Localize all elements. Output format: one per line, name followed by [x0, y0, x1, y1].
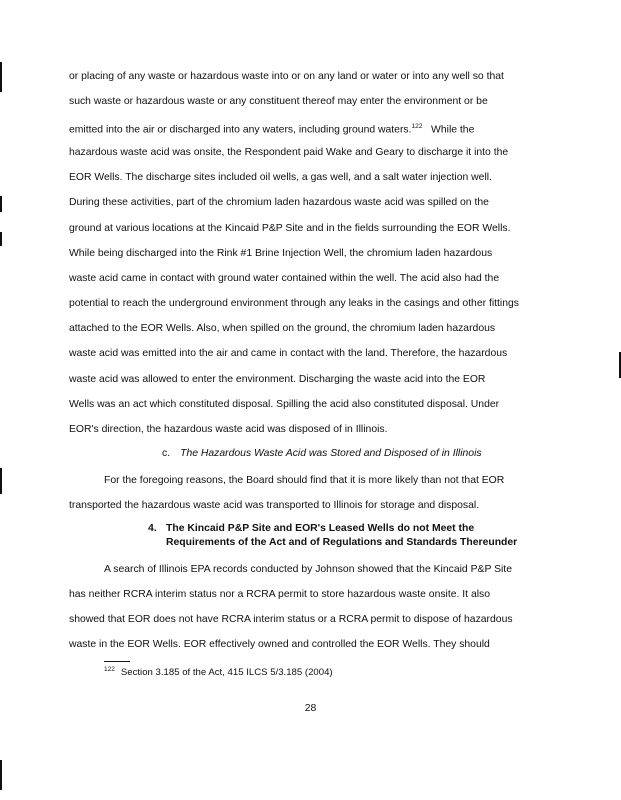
footnote-reference: 122: [411, 123, 423, 130]
section-title-line: The Kincaid P&P Site and EOR's Leased Wells do not Meet the: [166, 523, 475, 534]
body-line: attached to the EOR Wells. Also, when spilled on the ground, the chromium laden hazardous: [69, 323, 496, 334]
body-line: potential to reach the underground environment through any leaks in the casings and other fittings: [69, 298, 519, 309]
scan-edge-mark: [0, 760, 2, 790]
body-text: emitted into the air or discharged into any waters, including ground waters.: [69, 124, 412, 136]
footnote-number: 122: [104, 666, 115, 673]
body-line: or placing of any waste or hazardous waste into or on any land or water or into any well so that: [69, 71, 504, 82]
footnote-text: Section 3.185 of the Act, 415 ILCS 5/3.185 (2004): [120, 667, 333, 679]
body-line: [69, 120, 549, 137]
subheading-text: The Hazardous Waste Acid was Stored and Disposed of in Illinois: [180, 448, 482, 459]
footnote-divider: [104, 661, 130, 662]
body-text: While the: [431, 124, 475, 136]
body-line: EOR's direction, the hazardous waste acid was disposed of in Illinois.: [69, 424, 388, 435]
section-title-line: Requirements of the Act and of Regulations and Standards Thereunder: [166, 537, 518, 548]
body-line: such waste or hazardous waste or any constituent thereof may enter the environment or be: [69, 96, 488, 107]
body-line: waste in the EOR Wells. EOR effectively owned and controlled the EOR Wells. They should: [69, 639, 490, 650]
body-line: transported the hazardous waste acid was transported to Illinois for storage and disposal.: [69, 500, 480, 511]
footnote: [104, 666, 333, 678]
section-number: 4.: [148, 523, 157, 534]
body-line: For the foregoing reasons, the Board should find that it is more likely than not that EOR: [104, 475, 505, 486]
scan-edge-mark: [0, 232, 2, 246]
body-line: hazardous waste acid was onsite, the Respondent paid Wake and Geary to discharge it into the: [69, 147, 509, 158]
body-line: waste acid came in contact with ground water contained within the well. The acid also had the: [69, 273, 500, 284]
scan-edge-mark: [0, 468, 2, 494]
subheading: [162, 448, 482, 459]
body-line: While being discharged into the Rink #1 Brine Injection Well, the chromium laden hazardous: [69, 248, 493, 259]
body-line: showed that EOR does not have RCRA interim status or a RCRA permit to dispose of hazardous: [69, 614, 513, 625]
body-line: ground at various locations at the Kincaid P&P Site and in the fields surrounding the EOR Wells.: [69, 223, 511, 234]
body-line: Wells was an act which constituted disposal. Spilling the acid also constituted disposal. Under: [69, 399, 500, 410]
body-line: waste acid was emitted into the air and came in contact with the land. Therefore, the hazardous: [69, 348, 508, 359]
body-line: EOR Wells. The discharge sites included oil wells, a gas well, and a salt water injection well.: [69, 172, 492, 183]
body-line: has neither RCRA interim status nor a RCRA permit to store hazardous waste onsite. It also: [69, 589, 491, 600]
scan-edge-mark: [0, 62, 2, 92]
page-number: 28: [304, 703, 317, 714]
body-line: During these activities, part of the chromium laden hazardous waste acid was spilled on the: [69, 197, 489, 208]
scan-edge-mark: [0, 196, 2, 212]
section-heading: [148, 522, 548, 550]
body-line: waste acid was allowed to enter the environment. Discharging the waste acid into the EOR: [69, 374, 486, 385]
subheading-label: c.: [162, 448, 171, 459]
body-line: A search of Illinois EPA records conducted by Johnson showed that the Kincaid P&P Site: [104, 564, 512, 575]
